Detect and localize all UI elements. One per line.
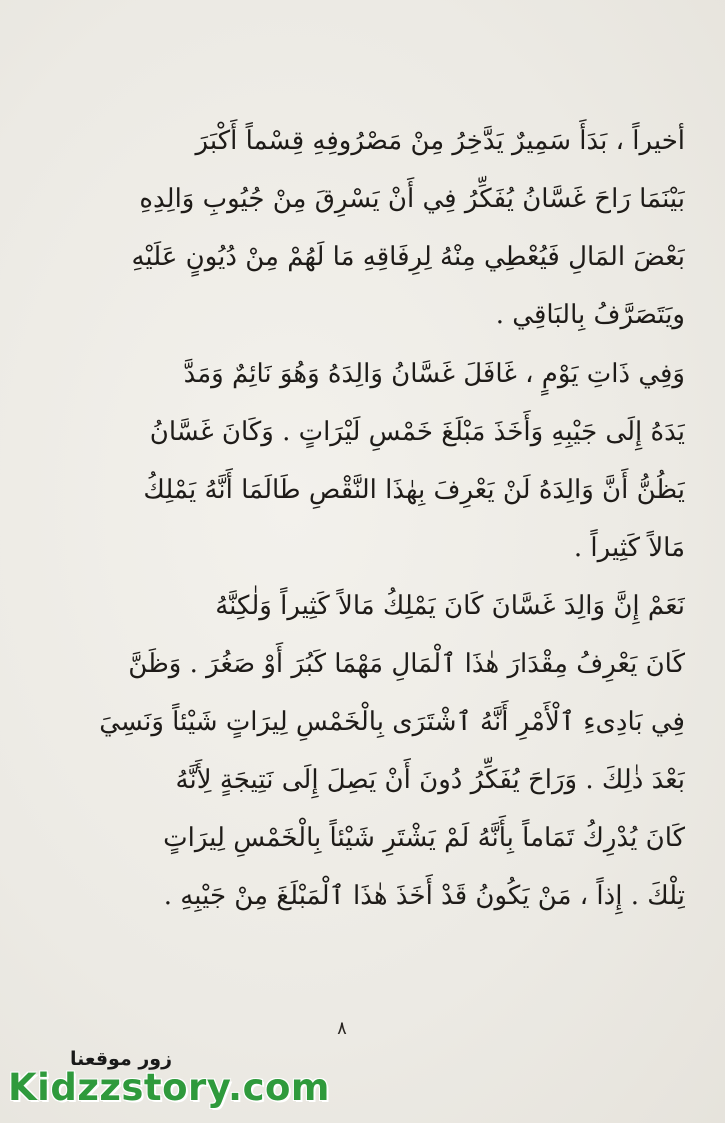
text-line: بَيْنَمَا رَاحَ غَسَّانُ يُفَكِّرُ فِي أَنْ يَسْرِقَ مِنْ جُيُوبِ وَالِدِهِ (139, 184, 685, 214)
text-line: وَفِي ذَاتِ يَوْمٍ ، غَافَلَ غَسَّانُ وَالِدَهُ وَهُوَ نَائِمٌ وَمَدَّ (183, 359, 685, 389)
text-line: نَعَمْ إِنَّ وَالِدَ غَسَّانَ كَانَ يَمْلِكُ مَالاً كَثِيراً وَلٰكِنَّهُ (215, 591, 685, 621)
paragraph-3 (60, 577, 685, 925)
site-watermark-link[interactable]: Kidzzstory.com (8, 1066, 330, 1109)
text-line: تِلْكَ . إِذاً ، مَنْ يَكُونُ قَدْ أَخَذَ هٰذَا ٱلْمَبْلَغَ مِنْ جَيْبِهِ . (163, 881, 685, 911)
text-line: يَدَهُ إِلَى جَيْبِهِ وَأَخَذَ مَبْلَغَ خَمْسِ لَيْرَاتٍ . وَكَانَ غَسَّانُ (149, 417, 685, 447)
text-line: يَظُنُّ أَنَّ وَالِدَهُ لَنْ يَعْرِفَ بِهٰذَا النَّقْصِ طَالَمَا أَنَّهُ يَمْلِكُ (143, 475, 685, 505)
text-line: بَعْضَ المَالِ فَيُعْطِي مِنْهُ لِرِفَاقِهِ مَا لَهُمْ مِنْ دُيُونٍ عَلَيْهِ (131, 242, 685, 272)
paragraph-1 (60, 112, 685, 344)
visit-site-label: زور موقعنا (70, 1048, 173, 1070)
text-line: أخيراً ، بَدَأَ سَمِيرٌ يَدَّخِرُ مِنْ مَصْرُوفِهِ قِسْماً أَكْبَرَ (195, 126, 685, 156)
text-line: ويَتَصَرَّفُ بِالبَاقِي . (495, 300, 685, 330)
text-line: فِي بَادِىءِ ٱلْأَمْرِ أَنَّهُ ٱشْتَرَى بِالْخَمْسِ لِيرَاتٍ شَيْئاً وَنَسِيَ (99, 707, 685, 737)
text-line: مَالاً كَثِيراً . (573, 533, 685, 563)
text-line: بَعْدَ ذٰلِكَ . وَرَاحَ يُفَكِّرُ دُونَ أَنْ يَصِلَ إِلَى نَتِيجَةٍ لِأَنَّهُ (175, 765, 685, 795)
paragraph-2 (60, 345, 685, 577)
text-line: كَانَ يُدْرِكُ تَمَاماً بِأَنَّهُ لَمْ يَشْتَرِ شَيْئاً بِالْخَمْسِ لِيرَاتٍ (163, 823, 685, 853)
text-line: كَانَ يَعْرِفُ مِقْدَارَ هٰذَا ٱلْمَالِ مَهْمَا كَبُرَ أَوْ صَغُرَ . وَظَنَّ (128, 649, 685, 679)
page-number: ٨ (337, 1018, 347, 1039)
